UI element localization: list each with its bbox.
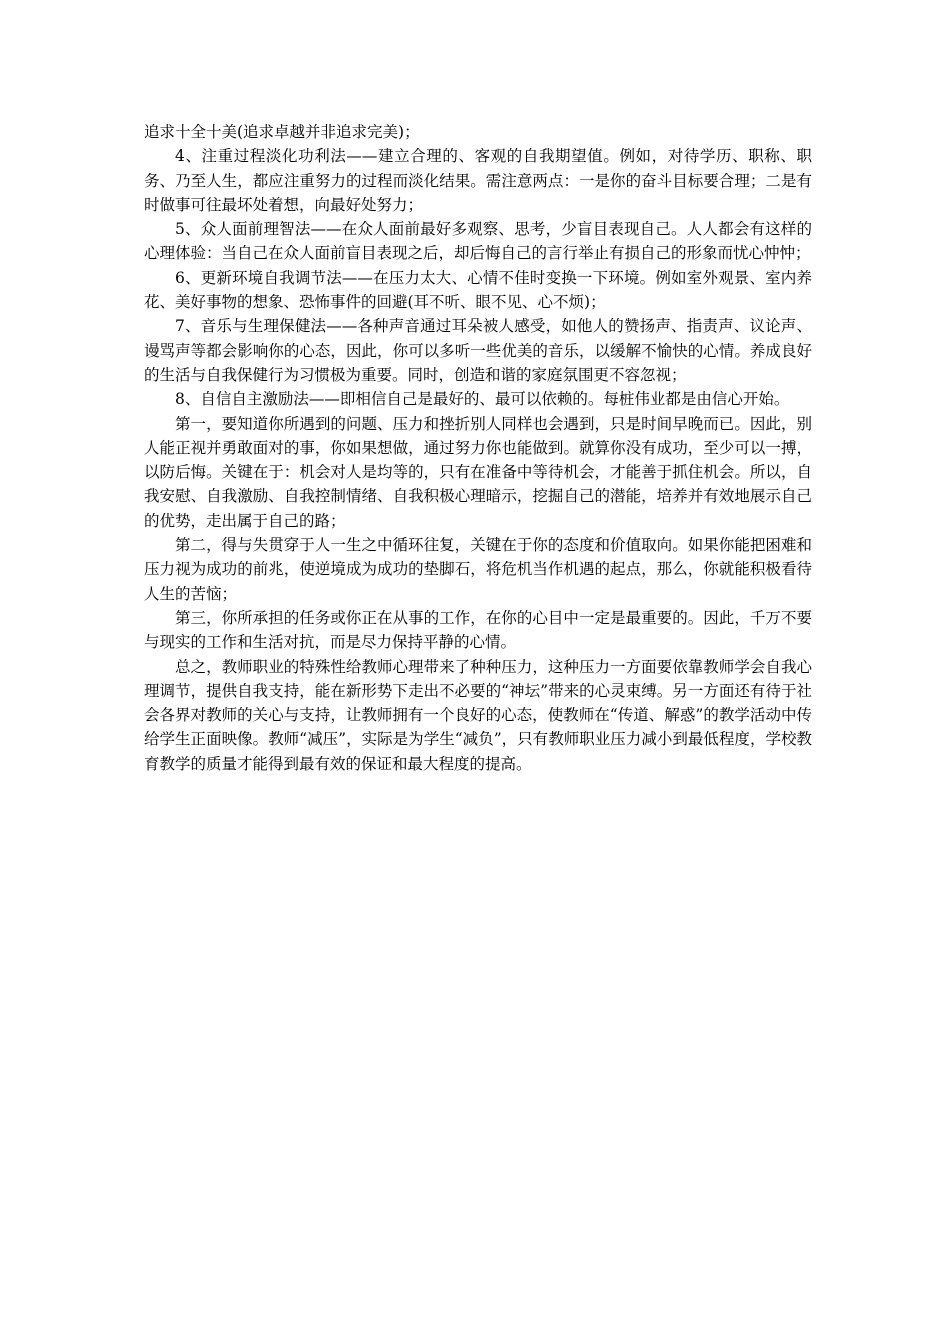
paragraph-third-point: 第三，你所承担的任务或你正在从事的工作，在你的心目中一定是最重要的。因此，千万不要与现实的工作和生活对抗，而是尽力保持平静的心情。	[144, 608, 812, 652]
paragraph-method-4: 4、注重过程淡化功利法——建立合理的、客观的自我期望值。例如，对待学历、职称、职务、乃至人生，都应注重努力的过程而淡化结果。需注意两点：一是你的奋斗目标要合理；二是有时做事可往最坏处着想，向最好处努力；	[144, 147, 812, 214]
paragraph-method-8: 8、自信自主激励法——即相信自己是最好的、最可以依赖的。每桩伟业都是由信心开始。	[175, 390, 790, 409]
paragraph-second-point: 第二，得与失贯穿于人一生之中循环往复，关键在于你的态度和价值取向。如果你能把困难和压力视为成功的前兆，使逆境成为成功的垫脚石，将危机当作机遇的起点，那么，你就能积极看待人生的苦恼；	[144, 536, 812, 603]
paragraph-method-7: 7、音乐与生理保健法——各种声音通过耳朵被人感受，如他人的赞扬声、指责声、议论声、谩骂声等都会影响你的心态，因此，你可以多听一些优美的音乐，以缓解不愉快的心情。养成良好的生活与自我保健行为习惯极为重要。同时，创造和谐的家庭氛围更不容忽视；	[144, 317, 812, 384]
paragraph-conclusion: 总之，教师职业的特殊性给教师心理带来了种种压力，这种压力一方面要依靠教师学会自我心理调节，提供自我支持，能在新形势下走出不必要的“神坛”带来的心灵束缚。另一方面还有待于社会各界对教师的关心与支持，让教师拥有一个良好的心态，使教师在“传道、解惑”的教学活动中传给学生正面映像。教师“减压”，实际是为学生“减负”，只有教师职业压力减小到最低程度，学校教育教学的质量才能得到最有效的保证和最大程度的提高。	[144, 657, 812, 773]
document-page	[144, 120, 812, 776]
paragraph-pursue-perfection: 追求十全十美(追求卓越并非追求完美)；	[144, 123, 420, 141]
paragraph-method-6: 6、更新环境自我调节法——在压力太大、心情不佳时变换一下环境。例如室外观景、室内养花、美好事物的想象、恐怖事件的回避(耳不听、眼不见、心不烦)；	[144, 268, 812, 312]
paragraph-method-5: 5、众人面前理智法——在众人面前最好多观察、思考，少盲目表现自己。人人都会有这样的心理体验：当自己在众人面前盲目表现之后，却后悔自己的言行举止有损自己的形象而忧心忡忡；	[144, 220, 812, 263]
paragraph-first-point: 第一，要知道你所遇到的问题、压力和挫折别人同样也会遇到，只是时间早晚而已。因此，别人能正视并勇敢面对的事，你如果想做，通过努力你也能做到。就算你没有成功，至少可以一搏，以防后悔。关键在于：机会对人是均等的，只有在准备中等待机会，才能善于抓住机会。所以，自我安慰、自我激励、自我控制情绪、自我积极心理暗示，挖掘自己的潜能，培养并有效地展示自己的优势，走出属于自己的路；	[144, 414, 812, 530]
